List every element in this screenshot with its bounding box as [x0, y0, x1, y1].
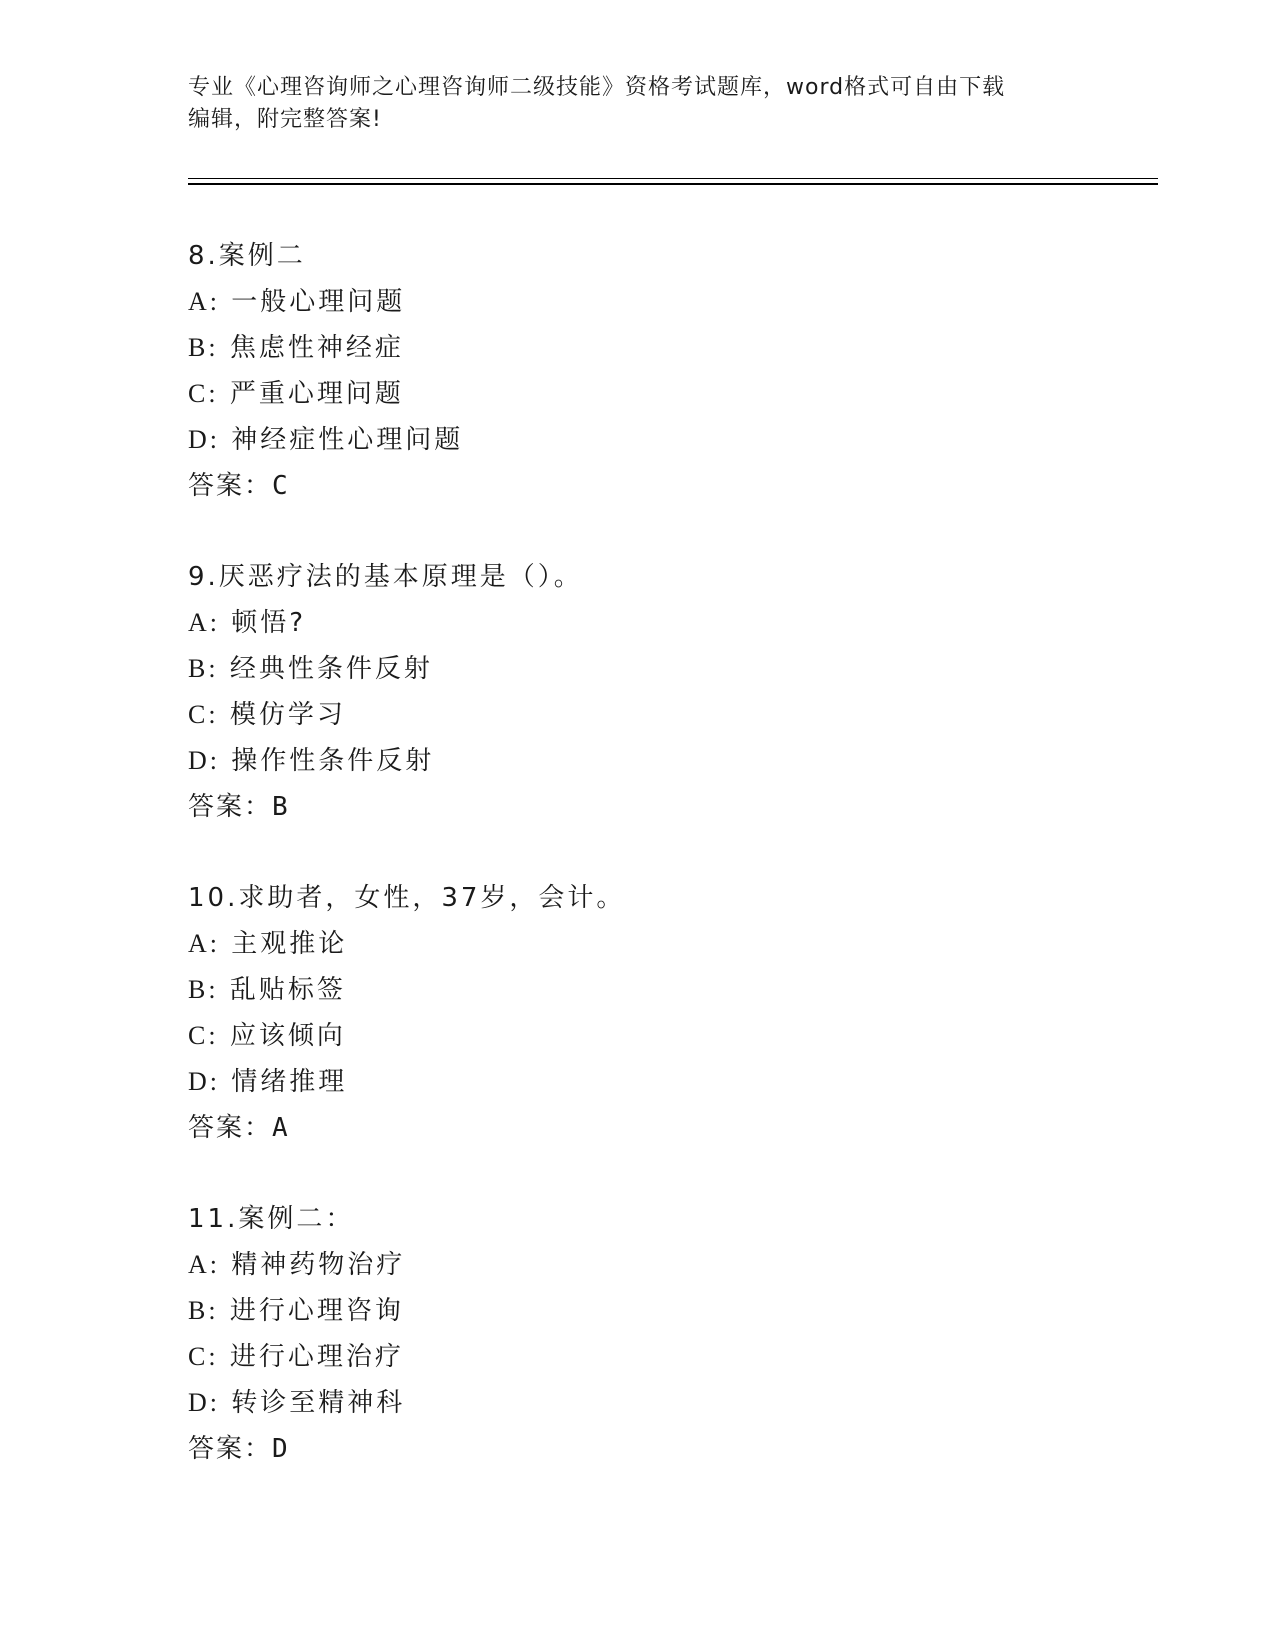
- answer-label: 答案：: [188, 471, 273, 501]
- option-c: [188, 1013, 1088, 1059]
- question-stem: 11.案例二：: [188, 1204, 355, 1234]
- option-letter: A:: [188, 608, 220, 637]
- option-letter: C:: [188, 1021, 219, 1050]
- option-d: [188, 417, 1088, 463]
- option-text: 转诊至精神科: [231, 1388, 406, 1418]
- option-a: [188, 600, 1088, 646]
- option-c: [188, 1334, 1088, 1380]
- answer-line: [188, 784, 1088, 830]
- header-line-1: 专业《心理咨询师之心理咨询师二级技能》资格考试题库，word格式可自由下载: [188, 75, 1006, 100]
- option-letter: B:: [188, 1296, 219, 1325]
- option-b: [188, 646, 1088, 692]
- option-letter: D:: [188, 1388, 220, 1417]
- question-block: [188, 233, 1088, 509]
- option-letter: B:: [188, 654, 219, 683]
- option-text: 进行心理治疗: [229, 1342, 404, 1372]
- header-divider-bottom: [188, 183, 1158, 185]
- answer-line: [188, 1105, 1088, 1151]
- option-letter: A:: [188, 287, 220, 316]
- answer-line: [188, 1426, 1088, 1472]
- option-text: 应该倾向: [229, 1021, 346, 1051]
- option-b: [188, 967, 1088, 1013]
- option-c: [188, 371, 1088, 417]
- option-letter: B:: [188, 975, 219, 1004]
- question-stem: 10.求助者，女性，37岁，会计。: [188, 883, 626, 913]
- option-text: 进行心理咨询: [229, 1296, 404, 1326]
- answer-value: B: [272, 792, 288, 822]
- option-letter: D:: [188, 425, 220, 454]
- header-line-2: 编辑，附完整答案!: [188, 107, 382, 132]
- option-letter: D:: [188, 1067, 220, 1096]
- option-text: 精神药物治疗: [231, 1250, 406, 1280]
- option-text: 模仿学习: [229, 700, 346, 730]
- option-a: [188, 921, 1088, 967]
- header-divider-top: [188, 178, 1158, 179]
- answer-label: 答案：: [188, 1434, 273, 1464]
- option-letter: C:: [188, 700, 219, 729]
- option-b: [188, 325, 1088, 371]
- option-text: 一般心理问题: [231, 287, 406, 317]
- option-text: 主观推论: [231, 929, 348, 959]
- option-text: 情绪推理: [231, 1067, 348, 1097]
- option-d: [188, 1059, 1088, 1105]
- option-text: 焦虑性神经症: [229, 333, 404, 363]
- option-text: 操作性条件反射: [231, 746, 435, 776]
- option-c: [188, 692, 1088, 738]
- answer-value: D: [272, 1434, 288, 1464]
- question-block: [188, 875, 1088, 1151]
- answer-value: A: [272, 1113, 288, 1143]
- option-b: [188, 1288, 1088, 1334]
- question-block: [188, 1196, 1088, 1472]
- option-text: 严重心理问题: [229, 379, 404, 409]
- answer-label: 答案：: [188, 1113, 273, 1143]
- question-stem: 9.厌恶疗法的基本原理是（）。: [188, 562, 583, 592]
- answer-line: [188, 463, 1088, 509]
- option-text: 顿悟?: [231, 608, 307, 638]
- option-letter: C:: [188, 1342, 219, 1371]
- answer-label: 答案：: [188, 792, 273, 822]
- option-d: [188, 1380, 1088, 1426]
- option-a: [188, 1242, 1088, 1288]
- question-block: [188, 554, 1088, 830]
- option-d: [188, 738, 1088, 784]
- option-text: 神经症性心理问题: [231, 425, 464, 455]
- option-letter: B:: [188, 333, 219, 362]
- option-letter: A:: [188, 929, 220, 958]
- option-letter: C:: [188, 379, 219, 408]
- document-header: [188, 72, 1088, 136]
- answer-value: C: [272, 471, 288, 501]
- option-letter: A:: [188, 1250, 220, 1279]
- option-letter: D:: [188, 746, 220, 775]
- option-text: 乱贴标签: [229, 975, 346, 1005]
- option-text: 经典性条件反射: [229, 654, 433, 684]
- option-a: [188, 279, 1088, 325]
- question-stem: 8.案例二: [188, 241, 306, 271]
